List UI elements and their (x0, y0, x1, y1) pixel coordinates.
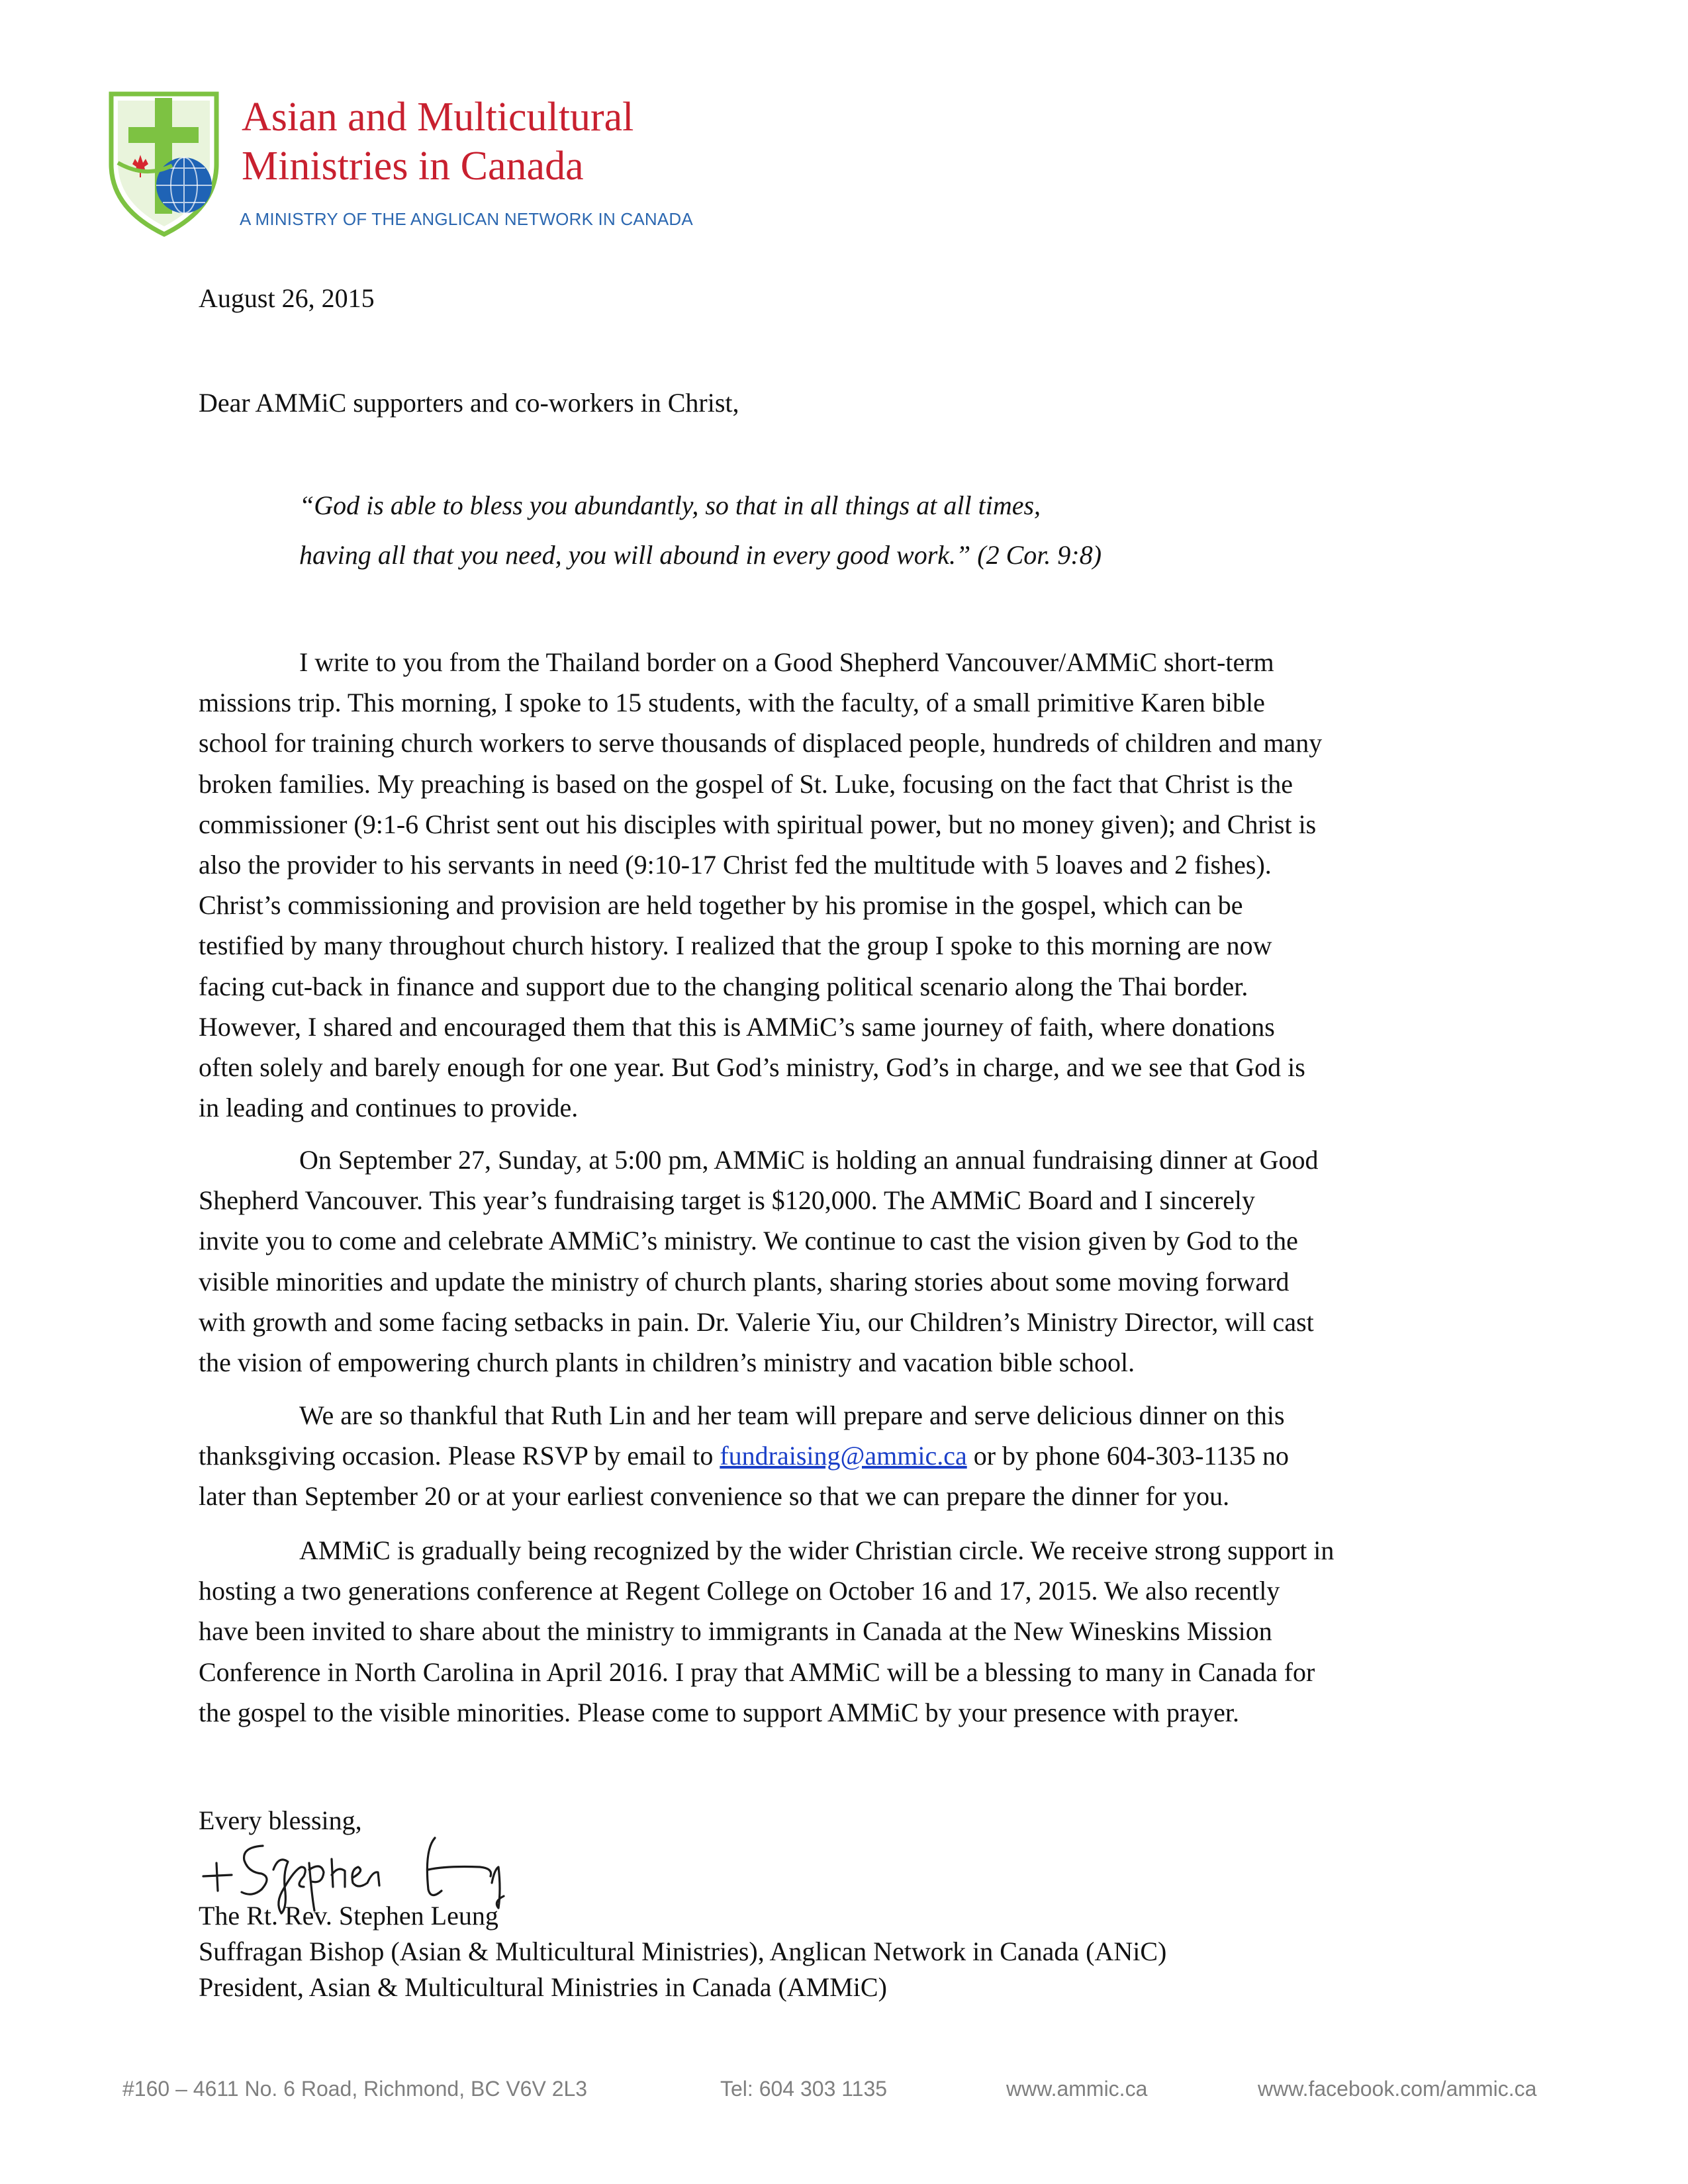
paragraph-fundraising-dinner (199, 1140, 1496, 1383)
paragraph-line: We are so thankful that Ruth Lin and her team will prepare and serve delicious dinner on this (299, 1400, 1285, 1430)
letter-date: August 26, 2015 (199, 283, 375, 313)
paragraph-line: often solely and barely enough for one year. But God’s ministry, God’s in charge, and we see that God is (199, 1052, 1305, 1083)
paragraph-line-rsvp (199, 1435, 1496, 1476)
paragraph-line: Christ’s commissioning and provision are held together by his promise in the gospel, which can be (199, 890, 1243, 921)
paragraph-line: However, I shared and encouraged them that this is AMMiC’s same journey of faith, where donations (199, 1011, 1275, 1042)
organization-name (242, 93, 633, 191)
paragraph-line: in leading and continues to provide. (199, 1093, 579, 1123)
footer-address: #160 – 4611 No. 6 Road, Richmond, BC V6V 2L3 (122, 2077, 588, 2101)
shield-cross-logo-icon (106, 86, 222, 238)
fundraising-email-link[interactable]: fundraising@ammic.ca (720, 1441, 967, 1471)
scripture-verse-line1: “God is able to bless you abundantly, so that in all things at all times, (299, 490, 1041, 520)
organization-name-line2: Ministries in Canada (242, 144, 584, 189)
paragraph-line: invite you to come and celebrate AMMiC’s ministry. We continue to cast the vision given by God to the (199, 1226, 1298, 1256)
paragraph-line: testified by many throughout church history. I realized that the group I spoke to this morning are now (199, 931, 1272, 961)
signer-name: The Rt. Rev. Stephen Leung (199, 1901, 498, 1931)
paragraph-trip-report (199, 642, 1496, 1128)
paragraph-line: On September 27, Sunday, at 5:00 pm, AMMiC is holding an annual fundraising dinner at Good (299, 1145, 1319, 1175)
footer-facebook-link[interactable]: www.facebook.com/ammic.ca (1258, 2077, 1537, 2101)
signer-title-bishop: Suffragan Bishop (Asian & Multicultural Ministries), Anglican Network in Canada (ANiC) (199, 1936, 1167, 1966)
organization-name-line1: Asian and Multicultural (242, 95, 634, 140)
paragraph-line: have been invited to share about the ministry to immigrants in Canada at the New Wineskins Mission (199, 1616, 1272, 1647)
footer-website-link[interactable]: www.ammic.ca (1006, 2077, 1148, 2101)
paragraph-line: hosting a two generations conference at Regent College on October 16 and 17, 2015. We also recently (199, 1576, 1280, 1606)
paragraph-line: commissioner (9:1-6 Christ sent out his disciples with spiritual power, but no money given); and Christ is (199, 809, 1317, 839)
signer-title-president: President, Asian & Multicultural Ministries in Canada (AMMiC) (199, 1972, 887, 2002)
footer-phone: Tel: 604 303 1135 (720, 2077, 888, 2101)
paragraph-line: school for training church workers to serve thousands of displaced people, hundreds of children and many (199, 728, 1323, 758)
paragraph-recognition (199, 1530, 1496, 1733)
paragraph-line: I write to you from the Thailand border on a Good Shepherd Vancouver/AMMiC short-term (299, 647, 1274, 677)
paragraph-line: missions trip. This morning, I spoke to 15 students, with the faculty, of a small primitive Karen bible (199, 688, 1265, 718)
salutation: Dear AMMiC supporters and co-workers in Christ, (199, 388, 739, 418)
rsvp-text-after: or by phone 604-303-1135 no (966, 1441, 1289, 1471)
paragraph-line: Conference in North Carolina in April 2016. I pray that AMMiC will be a blessing to many in Canada for (199, 1657, 1315, 1687)
paragraph-line: the vision of empowering church plants in children’s ministry and vacation bible school. (199, 1347, 1135, 1378)
paragraph-line: later than September 20 or at your earliest convenience so that we can prepare the dinner for you. (199, 1481, 1230, 1512)
paragraph-line: the gospel to the visible minorities. Please come to support AMMiC by your presence with prayer. (199, 1697, 1239, 1727)
organization-tagline: A MINISTRY OF THE ANGLICAN NETWORK IN CANADA (240, 209, 693, 229)
paragraph-line: with growth and some facing setbacks in pain. Dr. Valerie Yiu, our Children’s Ministry Director, will cast (199, 1306, 1314, 1337)
paragraph-line: also the provider to his servants in need (9:10-17 Christ fed the multitude with 5 loaves and 2 fishes). (199, 850, 1272, 880)
paragraph-line: broken families. My preaching is based on the gospel of St. Luke, focusing on the fact that Christ is the (199, 768, 1293, 799)
rsvp-text-before: thanksgiving occasion. Please RSVP by email to (199, 1441, 720, 1471)
paragraph-line: facing cut-back in finance and support due to the changing political scenario along the Thai border. (199, 971, 1248, 1001)
paragraph-rsvp (199, 1395, 1496, 1517)
scripture-verse-line2: having all that you need, you will abound in every good work.” (2 Cor. 9:8) (299, 540, 1102, 570)
paragraph-line: visible minorities and update the ministry of church plants, sharing stories about some moving forward (199, 1266, 1289, 1297)
paragraph-line: Shepherd Vancouver. This year’s fundraising target is $120,000. The AMMiC Board and I sincerely (199, 1185, 1256, 1216)
closing: Every blessing, (199, 1805, 362, 1835)
paragraph-line: AMMiC is gradually being recognized by the wider Christian circle. We receive strong support in (299, 1535, 1335, 1565)
